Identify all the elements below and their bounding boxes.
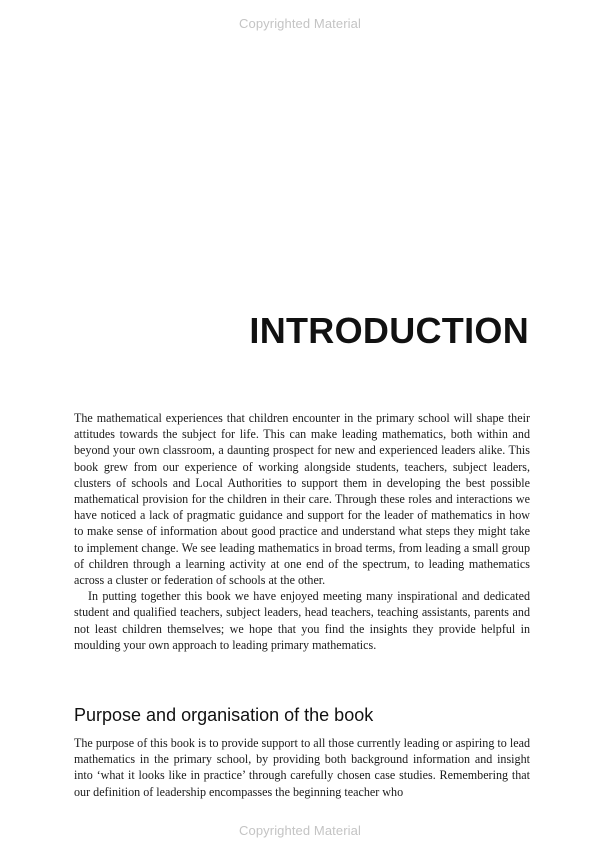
intro-paragraph-2: In putting together this book we have enjoyed meeting many inspirational and dedicated student and qualified teachers, subject leaders, head teachers, teaching assistants, parents and not least children themselves; we hope that you find the insights they provide helpful in moulding your own approach to leading primary mathematics.	[74, 589, 530, 652]
section-heading: Purpose and organisation of the book	[74, 705, 374, 725]
section-text	[74, 735, 530, 800]
copyright-watermark-top: Copyrighted Material	[239, 16, 361, 31]
copyright-watermark-bottom: Copyrighted Material	[239, 823, 361, 838]
introduction-text	[74, 410, 530, 653]
section-paragraph-1: The purpose of this book is to provide support to all those currently leading or aspiring to lead mathematics in the primary school, by providing both background information and insight into ‘what it looks like in practice’ through carefully chosen case studies. Remembering that our definition of leadership encompasses the beginning teacher who	[74, 736, 530, 799]
chapter-title: INTRODUCTION	[249, 310, 529, 351]
intro-paragraph-1: The mathematical experiences that children encounter in the primary school will shape their attitudes towards the subject for life. This can make leading mathematics, both within and beyond your own classroom, a daunting prospect for new and experienced leaders alike. This book grew from our experience of working alongside students, teachers, subject leaders, clusters of schools and Local Authorities to support them in developing the best possible mathematical provision for the children in their care. Through these roles and interactions we have noticed a lack of pragmatic guidance and support for the leader of mathematics in how to make sense of information about good practice and understand what steps they might take to implement change. We see leading mathematics in broad terms, from leading a small group of children through a learning activity at one end of the spectrum, to leading mathematics across a cluster or federation of schools at the other.	[74, 411, 530, 588]
